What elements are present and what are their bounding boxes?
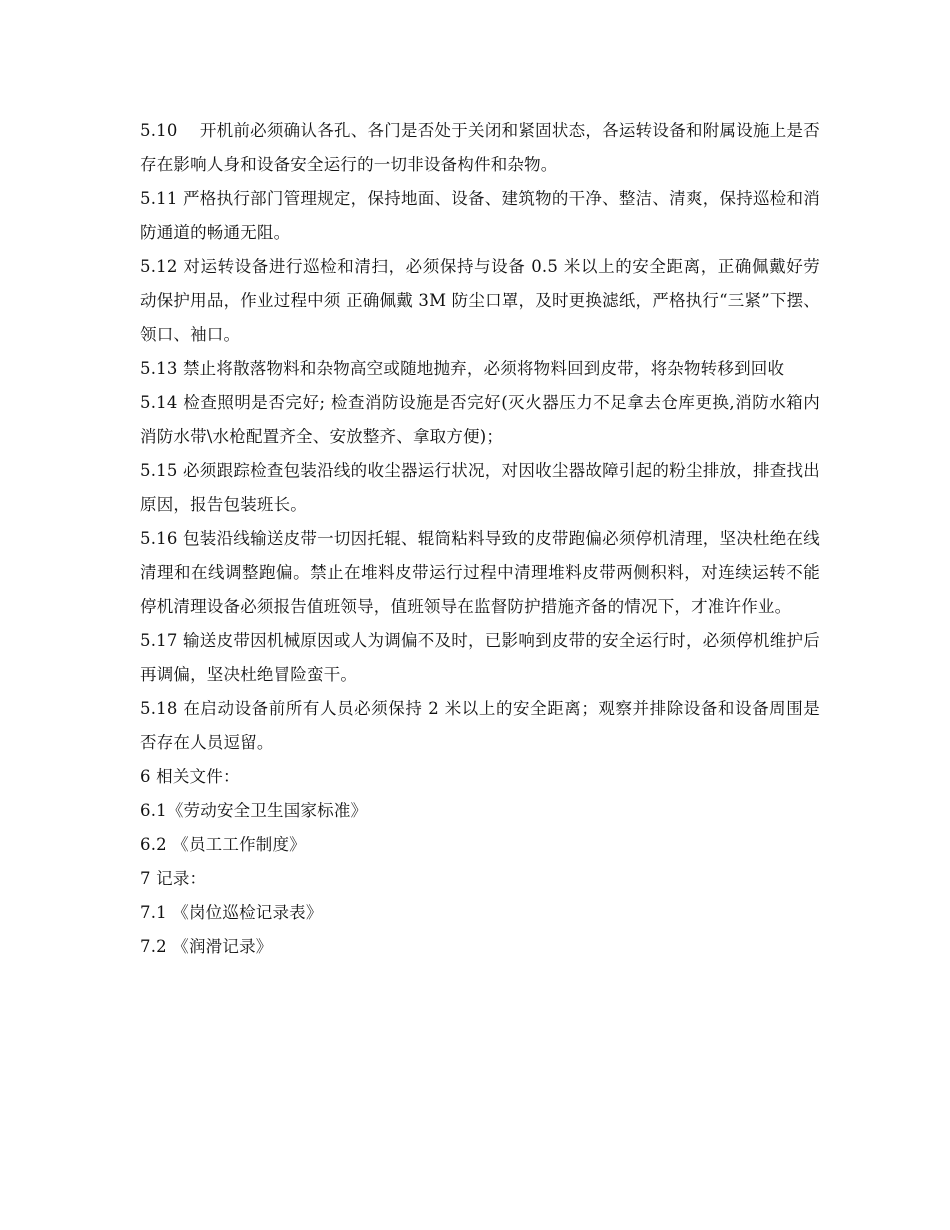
clause-5-12: 5.12 对运转设备进行巡检和清扫，必须保持与设备 0.5 米以上的安全距离，正确佩戴好劳动保护用品，作业过程中须 正确佩戴 3M 防尘口罩，及时更换滤纸，严格执行“三紧”下摆、领口、袖口。 xyxy=(140,257,820,344)
document-body xyxy=(140,114,820,964)
clause-5-14: 5.14 检查照明是否完好; 检查消防设施是否完好(灭火器压力不足拿去仓库更换,消防水箱内消防水带\水枪配置齐全、安放整齐、拿取方便)； xyxy=(140,393,820,446)
section-7-heading: 7 记录： xyxy=(140,869,207,888)
clause-5-10: 5.10 开机前必须确认各孔、各门是否处于关闭和紧固状态，各运转设备和附属设施上是否存在影响人身和设备安全运行的一切非设备构件和杂物。 xyxy=(140,121,820,174)
clause-5-11: 5.11 严格执行部门管理规定，保持地面、设备、建筑物的干净、整洁、清爽，保持巡检和消防通道的畅通无阻。 xyxy=(140,189,820,242)
reference-6-1: 6.1《劳动安全卫生国家标准》 xyxy=(140,801,368,820)
clause-5-13: 5.13 禁止将散落物料和杂物高空或随地抛弃，必须将物料回到皮带，将杂物转移到回收 xyxy=(140,359,785,378)
clause-5-17: 5.17 输送皮带因机械原因或人为调偏不及时，已影响到皮带的安全运行时，必须停机维护后再调偏，坚决杜绝冒险蛮干。 xyxy=(140,631,820,684)
clause-5-18: 5.18 在启动设备前所有人员必须保持 2 米以上的安全距离；观察并排除设备和设备周围是否存在人员逗留。 xyxy=(140,699,820,752)
clause-5-16: 5.16 包装沿线输送皮带一切因托辊、辊筒粘料导致的皮带跑偏必须停机清理，坚决杜绝在线清理和在线调整跑偏。禁止在堆料皮带运行过程中清理堆料皮带两侧积料，对连续运转不能停机清理设备必须报告值班领导，值班领导在监督防护措施齐备的情况下，才准许作业。 xyxy=(140,529,820,616)
reference-6-2: 6.2 《员工工作制度》 xyxy=(140,835,306,854)
record-7-2: 7.2 《润滑记录》 xyxy=(140,937,273,956)
record-7-1: 7.1 《岗位巡检记录表》 xyxy=(140,903,323,922)
clause-5-15: 5.15 必须跟踪检查包装沿线的收尘器运行状况，对因收尘器故障引起的粉尘排放，排查找出原因，报告包装班长。 xyxy=(140,461,820,514)
section-6-heading: 6 相关文件： xyxy=(140,767,240,786)
